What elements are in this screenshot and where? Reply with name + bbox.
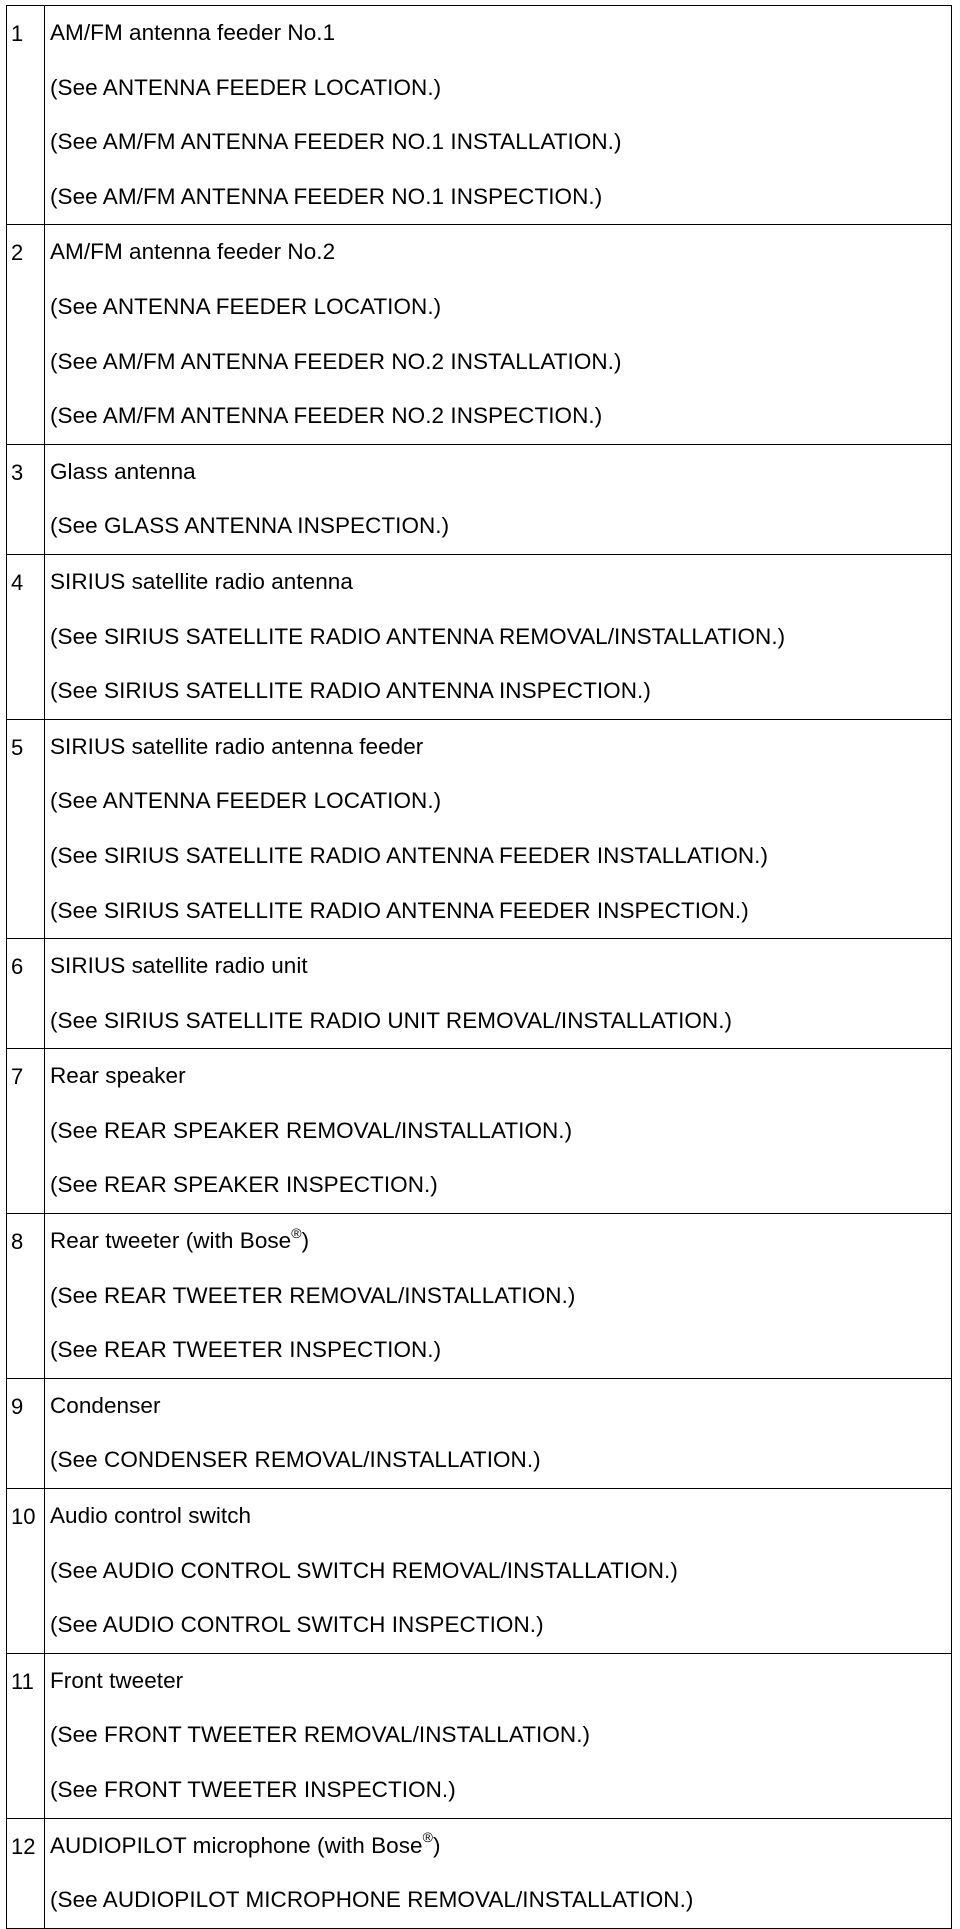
table-row: [7, 1214, 952, 1379]
item-description: [45, 225, 952, 444]
table-row: [7, 939, 952, 1049]
component-name: [50, 1049, 951, 1104]
component-reference-table: [6, 5, 952, 1929]
registered-mark: ®: [291, 1224, 302, 1241]
procedure-reference: (See SIRIUS SATELLITE RADIO ANTENNA INSPECTION.): [50, 678, 651, 704]
procedure-reference: (See FRONT TWEETER INSPECTION.): [50, 1777, 456, 1802]
table-row: [7, 1818, 952, 1928]
item-description: [45, 719, 952, 938]
table-row: [7, 1489, 952, 1654]
component-name-text: SIRIUS satellite radio antenna: [50, 568, 353, 594]
item-number: 5: [7, 719, 45, 938]
component-name: [50, 720, 951, 775]
item-description: [45, 6, 952, 225]
table-row: [7, 6, 952, 225]
component-name: [50, 939, 951, 994]
component-name-text: Audio control switch: [50, 1503, 252, 1529]
procedure-reference: (See AUDIOPILOT MICROPHONE REMOVAL/INSTALLATION.): [50, 1887, 694, 1913]
item-number: 10: [7, 1489, 45, 1654]
table-row: [7, 225, 952, 444]
procedure-reference: (See AUDIO CONTROL SWITCH REMOVAL/INSTALLATION.): [50, 1557, 678, 1583]
item-number: 7: [7, 1049, 45, 1214]
component-name: [50, 1214, 951, 1269]
item-description: [45, 1214, 952, 1379]
component-name-text: Front tweeter: [50, 1667, 184, 1693]
procedure-reference: (See SIRIUS SATELLITE RADIO UNIT REMOVAL/INSTALLATION.): [50, 1007, 733, 1033]
component-name: [50, 1654, 951, 1709]
procedure-reference: (See AUDIO CONTROL SWITCH INSPECTION.): [50, 1612, 544, 1638]
item-description: [45, 1653, 952, 1818]
component-name-text: Condenser: [50, 1392, 161, 1418]
procedure-reference: (See SIRIUS SATELLITE RADIO ANTENNA FEEDER INSTALLATION.): [50, 842, 769, 868]
procedure-reference: (See REAR TWEETER INSPECTION.): [50, 1337, 442, 1363]
item-description: [45, 444, 952, 554]
item-number: 3: [7, 444, 45, 554]
item-number: 8: [7, 1214, 45, 1379]
procedure-reference: (See AM/FM ANTENNA FEEDER NO.1 INSPECTION.): [50, 183, 603, 209]
procedure-reference: (See AM/FM ANTENNA FEEDER NO.2 INSPECTION.): [50, 403, 603, 429]
component-name-text: SIRIUS satellite radio unit: [50, 953, 308, 979]
item-description: [45, 1818, 952, 1928]
component-name-suffix: ): [301, 1228, 310, 1254]
component-name: [50, 445, 951, 500]
component-name-text: AM/FM antenna feeder No.1: [50, 20, 336, 45]
procedure-reference: (See AM/FM ANTENNA FEEDER NO.1 INSTALLATION.): [50, 129, 622, 155]
item-number: 2: [7, 225, 45, 444]
component-name-text: Glass antenna: [50, 458, 196, 484]
item-number: 6: [7, 939, 45, 1049]
component-name-text: AUDIOPILOT microphone (with Bose: [50, 1832, 423, 1858]
item-description: [45, 1049, 952, 1214]
procedure-reference: (See SIRIUS SATELLITE RADIO ANTENNA FEEDER INSPECTION.): [50, 897, 749, 923]
component-name: [50, 1489, 951, 1544]
table-row: [7, 1378, 952, 1488]
item-number: 1: [7, 6, 45, 225]
component-name: [50, 225, 951, 280]
procedure-reference: (See REAR SPEAKER INSPECTION.): [50, 1172, 438, 1198]
procedure-reference: (See ANTENNA FEEDER LOCATION.): [50, 74, 442, 100]
procedure-reference: (See FRONT TWEETER REMOVAL/INSTALLATION.): [50, 1722, 591, 1748]
registered-mark: ®: [422, 1829, 433, 1846]
component-name: [50, 1379, 951, 1434]
component-name: [50, 1819, 951, 1874]
item-number: 9: [7, 1378, 45, 1488]
component-name-suffix: ): [432, 1832, 441, 1858]
procedure-reference: (See SIRIUS SATELLITE RADIO ANTENNA REMOVAL/INSTALLATION.): [50, 623, 786, 649]
procedure-reference: (See REAR TWEETER REMOVAL/INSTALLATION.): [50, 1282, 576, 1308]
component-name: [50, 6, 951, 61]
item-description: [45, 554, 952, 719]
item-description: [45, 1489, 952, 1654]
procedure-reference: (See AM/FM ANTENNA FEEDER NO.2 INSTALLATION.): [50, 348, 622, 374]
item-description: [45, 939, 952, 1049]
table-row: [7, 1653, 952, 1818]
table-row: [7, 719, 952, 938]
table-body: [7, 6, 952, 1929]
table-row: [7, 554, 952, 719]
table-row: [7, 1049, 952, 1214]
procedure-reference: (See CONDENSER REMOVAL/INSTALLATION.): [50, 1447, 541, 1473]
procedure-reference: (See ANTENNA FEEDER LOCATION.): [50, 293, 442, 319]
component-name-text: Rear speaker: [50, 1063, 186, 1089]
item-description: [45, 1378, 952, 1488]
procedure-reference: (See GLASS ANTENNA INSPECTION.): [50, 513, 450, 539]
item-number: 11: [7, 1653, 45, 1818]
component-name-text: AM/FM antenna feeder No.2: [50, 239, 336, 265]
procedure-reference: (See REAR SPEAKER REMOVAL/INSTALLATION.): [50, 1117, 573, 1143]
table-row: [7, 444, 952, 554]
component-name-text: SIRIUS satellite radio antenna feeder: [50, 733, 424, 759]
procedure-reference: (See ANTENNA FEEDER LOCATION.): [50, 788, 442, 814]
component-name: [50, 555, 951, 610]
item-number: 12: [7, 1818, 45, 1928]
component-name-text: Rear tweeter (with Bose: [50, 1228, 292, 1254]
item-number: 4: [7, 554, 45, 719]
